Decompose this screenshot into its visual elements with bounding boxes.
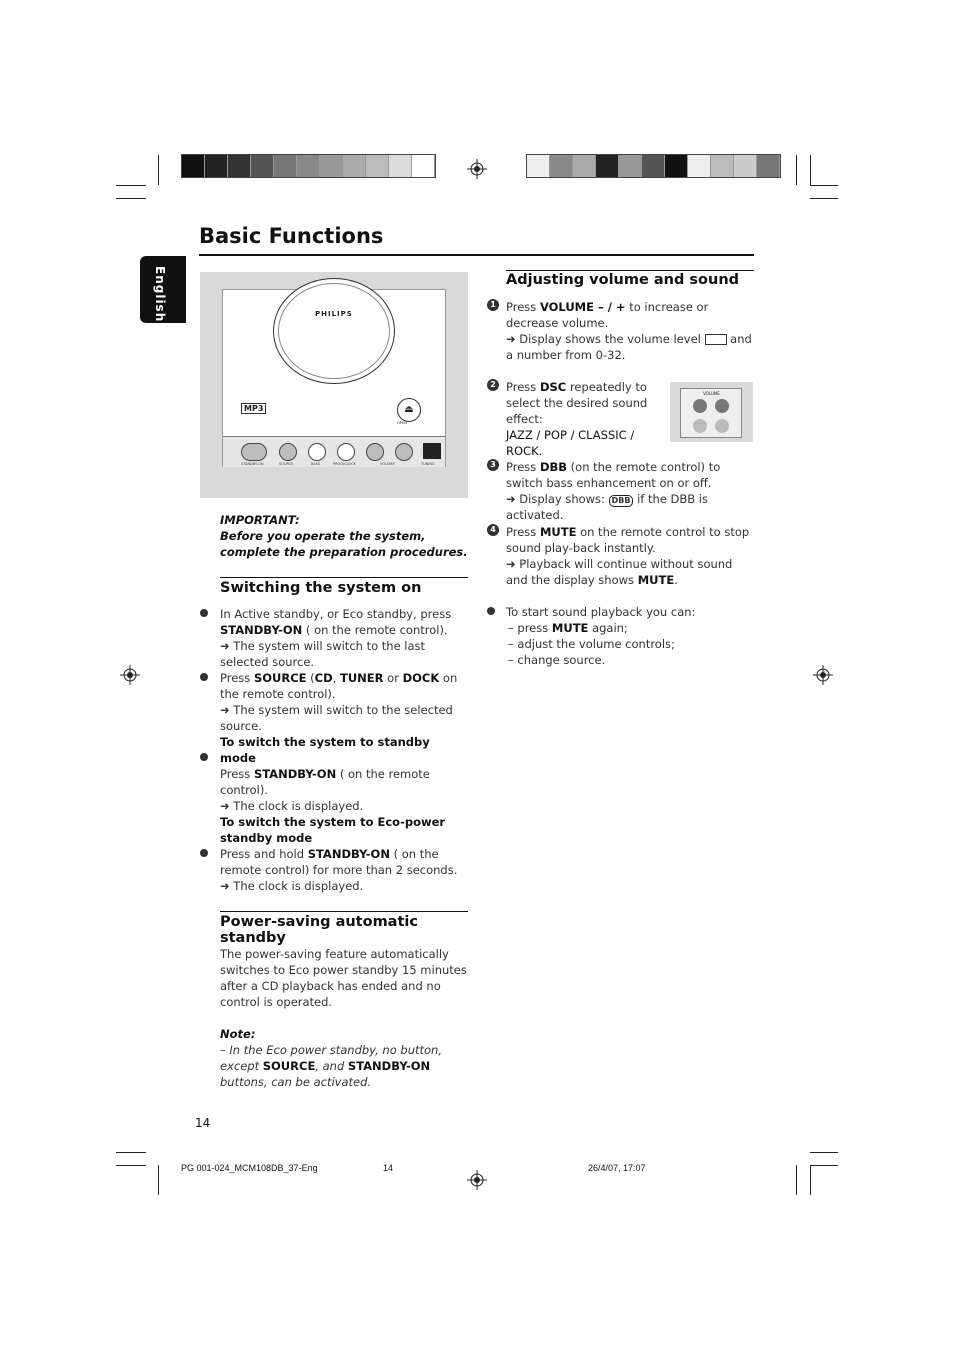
volume-down-icon	[693, 399, 707, 413]
eco-heading: To switch the system to Eco-power standby mode	[220, 815, 446, 845]
registration-mark-icon	[467, 1170, 487, 1190]
step-result: ➜ The clock is displayed.	[220, 879, 364, 893]
step-text: ( on the remote control) for more than 2 seconds.	[220, 847, 458, 877]
standby-heading: To switch the system to standby mode	[220, 735, 430, 765]
page-title: Basic Functions	[199, 224, 384, 248]
step-number-4: 4	[487, 524, 499, 536]
standby-subsection	[220, 734, 468, 814]
adjusting-heading: Adjusting volume and sound	[506, 272, 740, 288]
step-text: – press	[508, 621, 549, 635]
language-tab	[140, 256, 186, 323]
step-result: ➜ Playback will continue without sound and the display shows	[506, 557, 733, 587]
key-name: MUTE	[539, 525, 577, 539]
note-label: Note:	[220, 1027, 256, 1041]
step-text: Press	[506, 380, 537, 394]
page-number: 14	[195, 1116, 211, 1130]
volume-down-button	[366, 443, 384, 461]
step-text: In Active standby, or Eco standby, press	[220, 607, 452, 621]
volume-up-button	[395, 443, 413, 461]
remote-label: VOLUME	[703, 391, 720, 396]
crop-mark	[158, 155, 159, 185]
title-rule	[199, 254, 754, 256]
device-front-panel	[222, 289, 446, 467]
crop-mark	[116, 1165, 146, 1166]
resume-intro: To start sound playback you can:	[506, 605, 696, 619]
dbb-icon	[715, 419, 729, 433]
step-result: ➜ The system will switch to the last selected source.	[220, 639, 426, 669]
adjusting-step-2	[506, 379, 666, 459]
note-part: buttons, can be activated.	[220, 1075, 372, 1089]
calibration-bar-left	[181, 154, 436, 178]
step-number-1: 1	[487, 299, 499, 311]
section-rule	[220, 577, 468, 578]
step-result: ➜ Display shows the volume level	[506, 332, 701, 346]
note-part: , and	[315, 1059, 345, 1073]
important-text: Before you operate the system, complete the preparation procedures.	[220, 529, 468, 559]
dbb-display-icon: DBB	[609, 495, 634, 507]
power-saving-text: The power-saving feature automatically switches to Eco power standby 15 minutes after a CD playback has ended and no control is operated.	[220, 947, 467, 1009]
note-text	[220, 1042, 468, 1090]
registration-mark-icon	[120, 665, 140, 685]
disc-door	[273, 278, 395, 384]
crop-mark	[796, 155, 797, 185]
key-name: MUTE	[551, 621, 589, 635]
resume-option: – change source.	[508, 653, 606, 667]
step-number-2: 2	[487, 379, 499, 391]
resume-option	[506, 620, 754, 636]
dsc-icon	[693, 419, 707, 433]
power-saving-section	[220, 914, 468, 1090]
bullet-icon	[200, 849, 208, 857]
key-name: VOLUME – / +	[539, 300, 626, 314]
crop-mark	[116, 198, 146, 199]
footer-file: PG 001-024_MCM108DB_37-Eng	[181, 1163, 318, 1173]
bullet-icon	[200, 753, 208, 761]
step-text: Press	[220, 767, 251, 781]
key-name: TUNER	[339, 671, 384, 685]
crop-mark	[116, 1152, 146, 1153]
button-label: PROG/CLOCK	[333, 462, 356, 466]
adjusting-section	[506, 272, 754, 288]
remote-figure	[670, 382, 753, 442]
key-name: STANDBY-ON	[220, 623, 303, 637]
step-text: Press	[506, 460, 537, 474]
crop-mark	[158, 1165, 159, 1195]
adjusting-step-1	[506, 299, 754, 363]
eject-label: OPEN	[397, 421, 407, 425]
key-name: DOCK	[402, 671, 440, 685]
section-rule	[506, 270, 754, 271]
step-result: if the DBB is activated.	[506, 492, 708, 522]
switching-heading: Switching the system on	[220, 580, 422, 596]
switching-step-1	[220, 606, 468, 670]
crop-mark	[810, 185, 838, 186]
adjusting-step-4: Press MUTE on the remote control to stop sound play-back instantly. ➜ Playback will continue without sound and the display shows MUTE.	[506, 525, 750, 587]
key-name: CD	[314, 671, 333, 685]
crop-mark	[810, 1152, 838, 1153]
volume-level-icon	[705, 334, 727, 345]
key-name: DBB	[539, 460, 568, 474]
button-label: STANDBY-ON	[241, 462, 264, 466]
step-number-3: 3	[487, 459, 499, 471]
language-tab-label: English	[153, 266, 167, 323]
format-logos: MP3	[241, 403, 266, 414]
key-name: STANDBY-ON	[253, 767, 337, 781]
step-text: ( on the remote control).	[220, 767, 430, 797]
step-text: Press	[220, 671, 251, 685]
step-text: Press	[506, 300, 537, 314]
key-name: DSC	[539, 380, 567, 394]
crop-mark	[810, 1165, 811, 1195]
key-name: MUTE	[637, 573, 675, 587]
resume-playback	[506, 604, 754, 668]
crop-mark	[116, 185, 146, 186]
button-label: SOURCE	[279, 462, 294, 466]
bullet-icon	[200, 673, 208, 681]
key-name: SOURCE	[262, 1059, 316, 1073]
step-text: (on the remote control) to switch bass enhancement on or off.	[506, 460, 721, 490]
step-text: Press and hold	[220, 847, 305, 861]
button-label: BASS	[311, 462, 321, 466]
step-text: ( on the remote control).	[305, 623, 448, 637]
resume-option: – adjust the volume controls;	[508, 637, 675, 651]
step-result: ➜ Display shows:	[506, 492, 605, 506]
step-text: repeatedly to select the desired sound effect:	[506, 380, 648, 426]
step-result: ➜ The clock is displayed.	[220, 799, 364, 813]
key-name: STANDBY-ON	[347, 1059, 431, 1073]
bullet-icon	[487, 607, 495, 615]
registration-mark-icon	[467, 159, 487, 179]
step-text: again;	[592, 621, 628, 635]
adjusting-step-3	[506, 459, 754, 523]
crop-mark	[810, 198, 838, 199]
footer-date: 26/4/07, 17:07	[588, 1163, 646, 1173]
section-rule	[220, 911, 468, 912]
crop-mark	[796, 1165, 797, 1195]
step-text: on the remote control).	[220, 671, 458, 701]
important-note	[220, 512, 468, 560]
button-label: TUNING	[421, 462, 435, 466]
switching-section	[220, 580, 468, 596]
step-text: or	[387, 671, 399, 685]
eject-icon: ⏏	[397, 398, 421, 422]
power-saving-heading: Power-saving automatic standby	[220, 914, 418, 946]
remote-buttons	[680, 388, 742, 438]
step-result: ➜ The system will switch to the selected source.	[220, 703, 453, 733]
note-part: – In the Eco power standby, no button, except	[220, 1043, 442, 1073]
button-panel	[223, 436, 445, 467]
crop-mark	[810, 1165, 838, 1166]
tuning-knob	[423, 443, 441, 459]
sound-effects: JAZZ / POP / CLASSIC / ROCK.	[506, 428, 635, 458]
step-text: to increase or decrease volume.	[506, 300, 709, 330]
important-label: IMPORTANT:	[220, 513, 300, 527]
prog-clock-button	[337, 443, 355, 461]
switching-step-2: Press SOURCE (CD, TUNER or DOCK on the remote control). ➜ The system will switch to the selected source.	[220, 671, 458, 733]
step-text: on the remote control to stop sound play-back instantly.	[506, 525, 750, 555]
step-text: Press	[506, 525, 537, 539]
device-figure	[200, 272, 468, 498]
eco-subsection	[220, 814, 468, 894]
crop-mark	[810, 155, 811, 185]
brand-logo: PHILIPS	[315, 310, 353, 318]
step-result: and a number from 0-32.	[506, 332, 752, 362]
footer-page: 14	[383, 1163, 394, 1173]
key-name: SOURCE	[253, 671, 307, 685]
button-label: VOLUME	[380, 462, 395, 466]
source-button	[279, 443, 297, 461]
key-name: STANDBY-ON	[307, 847, 390, 861]
registration-mark-icon	[813, 665, 833, 685]
bullet-icon	[200, 609, 208, 617]
standby-on-button	[241, 443, 267, 461]
calibration-bar-right	[526, 154, 781, 178]
bass-button	[308, 443, 326, 461]
volume-up-icon	[715, 399, 729, 413]
